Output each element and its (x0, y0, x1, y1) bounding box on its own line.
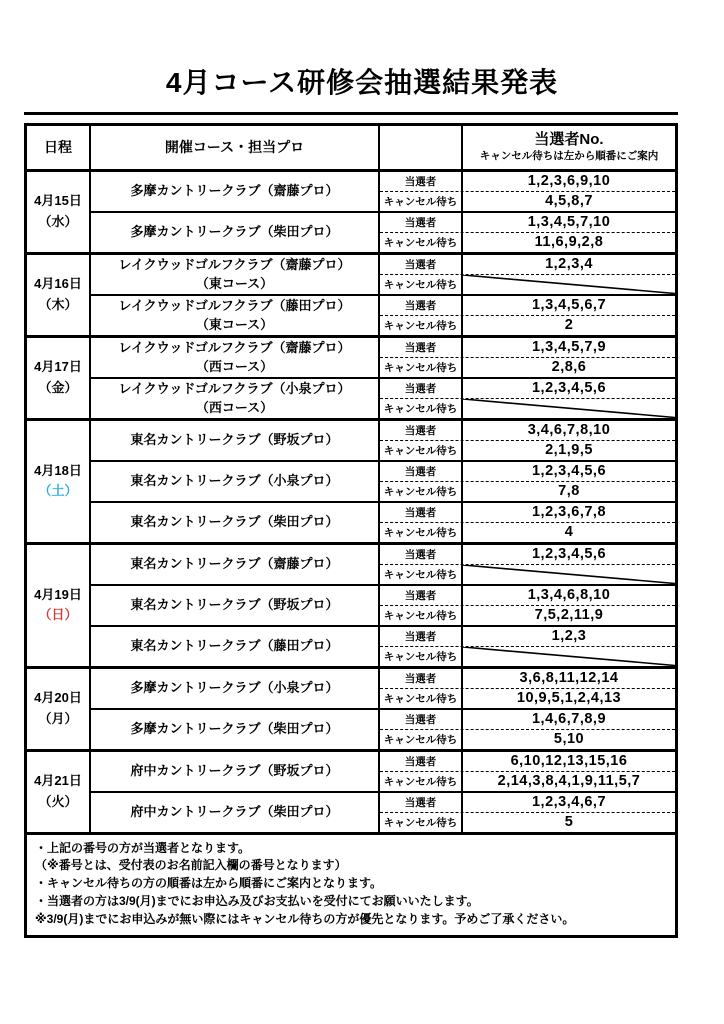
waitlist-numbers (463, 275, 675, 294)
waitlist-label: キャンセル待ち (380, 192, 463, 211)
waitlist-row (380, 688, 675, 708)
date-text: 4月19日 (34, 586, 82, 602)
course-subname: （東コース） (195, 276, 274, 292)
winner-label: 当選者 (380, 213, 463, 233)
winner-label: 当選者 (380, 338, 463, 358)
day-of-week-text: （木） (38, 296, 78, 312)
result-rows (380, 338, 675, 377)
waitlist-numbers: 2 (564, 317, 574, 334)
waitlist-label: キャンセル待ち (380, 813, 463, 832)
result-rows (380, 627, 675, 666)
table-header-row (27, 126, 675, 169)
course-name-cell (91, 213, 380, 252)
course-name: 多摩カントリークラブ（柴田プロ） (130, 224, 339, 240)
course-row (91, 421, 675, 460)
result-rows (380, 172, 675, 211)
winner-label: 当選者 (380, 462, 463, 482)
waitlist-numbers (463, 565, 675, 584)
waitlist-label: キャンセル待ち (380, 275, 463, 294)
winner-label: 当選者 (380, 793, 463, 813)
course-name: 東名カントリークラブ（齋藤プロ） (130, 556, 339, 572)
waitlist-row (380, 729, 675, 749)
winner-row (380, 379, 675, 399)
note-line: ・上記の番号の方が当選者となります。 (35, 840, 251, 855)
waitlist-label: キャンセル待ち (380, 233, 463, 252)
winner-label: 当選者 (380, 669, 463, 689)
winner-numbers: 1,2,3 (551, 628, 587, 645)
winner-numbers: 6,10,12,13,15,16 (510, 753, 628, 770)
result-rows (380, 296, 675, 335)
winner-row (380, 338, 675, 358)
waitlist-row (380, 481, 675, 501)
diagonal-slash-icon (463, 647, 675, 666)
notes-box (27, 832, 675, 935)
winner-numbers: 1,2,3,4,6,7 (531, 794, 607, 811)
course-name-cell (91, 255, 380, 294)
waitlist-numbers: 11,6,9,2,8 (534, 234, 604, 251)
course-name-cell (91, 586, 380, 625)
winner-row (380, 669, 675, 689)
winner-numbers: 1,2,3,6,7,8 (531, 504, 607, 521)
result-rows (380, 752, 675, 791)
course-row (91, 172, 675, 211)
course-list (91, 421, 675, 542)
waitlist-numbers: 5 (564, 814, 574, 831)
winner-numbers: 1,2,3,4 (545, 256, 593, 273)
course-name-cell (91, 710, 380, 749)
course-list (91, 545, 675, 666)
winner-label: 当選者 (380, 379, 463, 399)
waitlist-numbers: 7,8 (558, 483, 580, 500)
course-row (91, 669, 675, 708)
waitlist-row (380, 812, 675, 832)
waitlist-label: キャンセル待ち (380, 441, 463, 460)
results-table (24, 123, 678, 938)
waitlist-row (380, 440, 675, 460)
day-of-week-text: （水） (38, 213, 78, 229)
course-name: レイクウッドゴルフクラブ（藤田プロ） (118, 297, 351, 313)
waitlist-row (380, 522, 675, 542)
course-row (91, 460, 675, 501)
winner-label: 当選者 (380, 545, 463, 565)
waitlist-row (380, 274, 675, 294)
waitlist-row (380, 191, 675, 211)
winner-numbers: 1,4,6,7,8,9 (531, 711, 607, 728)
course-name: 多摩カントリークラブ（柴田プロ） (130, 721, 339, 737)
waitlist-numbers: 4 (564, 524, 574, 541)
course-name: レイクウッドゴルフクラブ（小泉プロ） (118, 380, 351, 396)
course-row (91, 501, 675, 542)
waitlist-label: キャンセル待ち (380, 730, 463, 749)
date-text: 4月15日 (34, 193, 82, 209)
course-name-cell (91, 669, 380, 708)
winner-row (380, 213, 675, 233)
date-text: 4月21日 (34, 773, 82, 789)
course-name: レイクウッドゴルフクラブ（齋藤プロ） (118, 339, 351, 355)
result-rows (380, 379, 675, 418)
waitlist-numbers: 5,10 (553, 731, 585, 748)
winner-label: 当選者 (380, 296, 463, 316)
waitlist-row (380, 771, 675, 791)
course-name: 東名カントリークラブ（小泉プロ） (130, 473, 339, 489)
date-group (27, 169, 675, 252)
course-name-cell (91, 545, 380, 584)
date-group (27, 542, 675, 666)
diagonal-slash-icon (463, 275, 675, 294)
course-row (91, 791, 675, 832)
waitlist-label: キャンセル待ち (380, 565, 463, 584)
waitlist-numbers: 2,14,3,8,4,1,9,11,5,7 (497, 773, 641, 790)
date-cell (27, 172, 91, 252)
winner-label: 当選者 (380, 586, 463, 606)
winner-row (380, 586, 675, 606)
date-cell (27, 669, 91, 749)
winner-label: 当選者 (380, 172, 463, 192)
waitlist-label: キャンセル待ち (380, 358, 463, 377)
waitlist-label: キャンセル待ち (380, 647, 463, 666)
course-subname: （西コース） (195, 400, 274, 416)
course-row (91, 255, 675, 294)
day-of-week-text: （日） (38, 607, 78, 623)
title-divider (24, 112, 678, 115)
winner-numbers: 1,2,3,6,9,10 (527, 173, 611, 190)
waitlist-numbers: 4,5,8,7 (545, 193, 593, 210)
course-row (91, 211, 675, 252)
course-name: 多摩カントリークラブ（小泉プロ） (130, 680, 339, 696)
date-group (27, 666, 675, 749)
day-of-week-text: （金） (38, 379, 78, 395)
waitlist-label: キャンセル待ち (380, 523, 463, 542)
winner-numbers: 1,3,4,5,6,7 (531, 297, 607, 314)
winner-label: 当選者 (380, 710, 463, 730)
course-list (91, 752, 675, 832)
date-cell (27, 338, 91, 418)
result-rows (380, 421, 675, 460)
winner-numbers: 3,6,8,11,12,14 (519, 670, 619, 687)
winner-label: 当選者 (380, 627, 463, 647)
course-name-cell (91, 172, 380, 211)
day-of-week-text: （土） (38, 483, 78, 499)
winner-row (380, 255, 675, 275)
waitlist-label: キャンセル待ち (380, 772, 463, 791)
course-row (91, 294, 675, 335)
waitlist-numbers: 2,1,9,5 (545, 442, 593, 459)
course-name: 府中カントリークラブ（柴田プロ） (130, 804, 339, 820)
winner-row (380, 503, 675, 523)
winner-numbers: 1,3,4,6,8,10 (527, 587, 611, 604)
winner-row (380, 462, 675, 482)
diagonal-slash-icon (463, 565, 675, 584)
course-subname: （東コース） (195, 317, 274, 333)
date-text: 4月20日 (34, 690, 82, 706)
course-list (91, 338, 675, 418)
course-name: レイクウッドゴルフクラブ（齋藤プロ） (118, 256, 351, 272)
course-row (91, 752, 675, 791)
date-text: 4月18日 (34, 462, 82, 478)
day-of-week-text: （火） (38, 793, 78, 809)
result-rows (380, 462, 675, 501)
date-group (27, 418, 675, 542)
course-row (91, 338, 675, 377)
course-name-cell (91, 421, 380, 460)
note-line: ※3/9(月)までにお申込みが無い際にはキャンセル待ちの方が優先となります。予めご了承ください。 (35, 911, 575, 926)
date-text: 4月16日 (34, 276, 82, 292)
winner-row (380, 545, 675, 565)
winner-row (380, 752, 675, 772)
page-title: 4月コース研修会抽選結果発表 (165, 67, 559, 98)
header-winner-no-title: 当選者No. (534, 130, 604, 148)
waitlist-row (380, 564, 675, 584)
waitlist-numbers: 10,9,5,1,2,4,13 (516, 690, 622, 707)
result-rows (380, 503, 675, 542)
date-cell (27, 752, 91, 832)
course-row (91, 377, 675, 418)
course-name-cell (91, 793, 380, 832)
note-line: ・当選者の方は3/9(月)までにお申込み及びお支払いを受付にてお願いいたします。 (35, 893, 479, 908)
course-name-cell (91, 627, 380, 666)
result-rows (380, 669, 675, 708)
winner-row (380, 627, 675, 647)
date-group (27, 749, 675, 832)
winner-numbers: 1,3,4,5,7,9 (531, 339, 607, 356)
winner-row (380, 296, 675, 316)
course-row (91, 708, 675, 749)
course-list (91, 172, 675, 252)
header-course: 開催コース・担当プロ (91, 126, 380, 169)
winner-label: 当選者 (380, 255, 463, 275)
course-name: 東名カントリークラブ（藤田プロ） (130, 638, 339, 654)
course-name: 東名カントリークラブ（柴田プロ） (130, 514, 339, 530)
waitlist-row (380, 605, 675, 625)
diagonal-slash-icon (463, 399, 675, 418)
waitlist-numbers: 2,8,6 (551, 359, 587, 376)
winner-label: 当選者 (380, 421, 463, 441)
course-name-cell (91, 503, 380, 542)
course-name-cell (91, 338, 380, 377)
date-group (27, 335, 675, 418)
waitlist-label: キャンセル待ち (380, 316, 463, 335)
winner-row (380, 710, 675, 730)
result-rows (380, 213, 675, 252)
result-rows (380, 793, 675, 832)
winner-numbers: 1,3,4,5,7,10 (527, 214, 611, 231)
result-rows (380, 545, 675, 584)
result-rows (380, 710, 675, 749)
header-winner-no-subtitle: キャンセル待ちは左から順番にご案内 (479, 149, 659, 162)
waitlist-row (380, 357, 675, 377)
winner-numbers: 1,2,3,4,5,6 (531, 546, 607, 563)
note-line: ・キャンセル待ちの方の順番は左から順番にご案内となります。 (35, 876, 383, 891)
waitlist-label: キャンセル待ち (380, 689, 463, 708)
winner-label: 当選者 (380, 752, 463, 772)
winner-row (380, 793, 675, 813)
date-cell (27, 545, 91, 666)
waitlist-label: キャンセル待ち (380, 606, 463, 625)
date-group (27, 252, 675, 335)
result-rows (380, 586, 675, 625)
winner-numbers: 1,2,3,4,5,6 (531, 380, 607, 397)
winner-numbers: 3,4,6,7,8,10 (527, 422, 611, 439)
table-body (27, 169, 675, 832)
winner-label: 当選者 (380, 503, 463, 523)
header-date: 日程 (27, 126, 91, 169)
course-name-cell (91, 752, 380, 791)
course-list (91, 669, 675, 749)
winner-row (380, 172, 675, 192)
waitlist-row (380, 398, 675, 418)
waitlist-numbers (463, 399, 675, 418)
course-subname: （西コース） (195, 359, 274, 375)
date-cell (27, 255, 91, 335)
course-name: 東名カントリークラブ（野坂プロ） (130, 597, 339, 613)
header-empty-cell (380, 126, 463, 169)
result-rows (380, 255, 675, 294)
winner-numbers: 1,2,3,4,5,6 (531, 463, 607, 480)
course-name: 東名カントリークラブ（野坂プロ） (130, 432, 339, 448)
waitlist-row (380, 646, 675, 666)
course-name-cell (91, 296, 380, 335)
course-name-cell (91, 379, 380, 418)
course-list (91, 255, 675, 335)
waitlist-label: キャンセル待ち (380, 482, 463, 501)
waitlist-row (380, 232, 675, 252)
note-line: （※番号とは、受付表のお名前記入欄の番号となります） (35, 858, 347, 873)
date-cell (27, 421, 91, 542)
waitlist-numbers: 7,5,2,11,9 (534, 607, 604, 624)
waitlist-label: キャンセル待ち (380, 399, 463, 418)
date-text: 4月17日 (34, 359, 82, 375)
course-name-cell (91, 462, 380, 501)
course-row (91, 545, 675, 584)
winner-row (380, 421, 675, 441)
header-winner-no (463, 126, 675, 169)
course-row (91, 625, 675, 666)
waitlist-row (380, 315, 675, 335)
waitlist-numbers (463, 647, 675, 666)
course-row (91, 584, 675, 625)
course-name: 多摩カントリークラブ（齋藤プロ） (130, 183, 339, 199)
day-of-week-text: （月） (38, 710, 78, 726)
course-name: 府中カントリークラブ（野坂プロ） (130, 763, 339, 779)
